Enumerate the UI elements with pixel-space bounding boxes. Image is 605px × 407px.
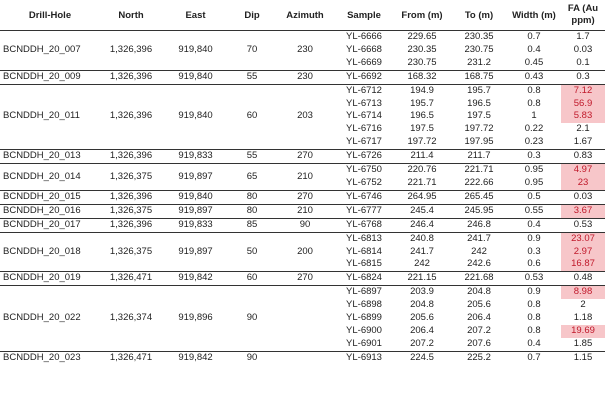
north-cell: 1,326,471: [100, 272, 162, 286]
fa-cell-highlighted: 5.83: [561, 110, 605, 123]
header-width: Width (m): [507, 0, 561, 31]
azimuth-cell: 210: [275, 164, 335, 191]
dip-cell: 55: [229, 150, 275, 164]
east-cell: 919,842: [162, 272, 229, 286]
from-cell: 229.65: [407, 31, 437, 42]
from-cell: 207.2: [410, 337, 434, 349]
drill-hole-cell: BCNDDH_20_019: [0, 272, 100, 286]
sample-cell: YL-6913: [335, 351, 393, 364]
header-fa: FA (Au ppm): [561, 0, 605, 31]
east-cell: 919,840: [162, 70, 229, 84]
from-cell: 224.5: [393, 351, 451, 364]
table-row: [0, 286, 605, 299]
sample-cell: YL-6814: [346, 245, 382, 257]
drill-hole-cell: BCNDDH_20_014: [0, 164, 100, 191]
fa-cell: 0.03: [561, 190, 605, 204]
width-cell: 0.43: [507, 70, 561, 84]
fa-cell: 2: [580, 299, 586, 311]
sample-cell: YL-6666: [346, 31, 382, 42]
azimuth-cell: 210: [275, 204, 335, 218]
from-cell: 197.72: [407, 136, 437, 148]
table-row: [0, 164, 605, 177]
sample-cell: YL-6712: [335, 84, 393, 97]
header-azimuth: Azimuth: [275, 0, 335, 31]
north-cell: 1,326,375: [100, 232, 162, 272]
north-cell: 1,326,471: [100, 351, 162, 364]
sample-cell: YL-6716: [346, 123, 382, 135]
width-cell: 0.4: [507, 218, 561, 232]
from-cell: 204.8: [410, 299, 434, 311]
width-cell: 0.8: [527, 312, 541, 324]
azimuth-cell: [275, 286, 335, 352]
north-cell: 1,326,396: [100, 84, 162, 150]
dip-cell: 80: [229, 190, 275, 204]
fa-cell-highlighted: 2.97: [561, 246, 605, 259]
sample-cell: YL-6813: [335, 232, 393, 245]
azimuth-cell: 270: [275, 272, 335, 286]
from-cell: 264.95: [393, 190, 451, 204]
from-cell: 245.4: [393, 204, 451, 218]
from-cell: 195.7: [410, 97, 434, 109]
sample-cell: YL-6726: [335, 150, 393, 164]
width-cell: 0.8: [527, 97, 541, 109]
from-cell: 205.6: [410, 312, 434, 324]
dip-cell: 60: [229, 84, 275, 150]
table-row: [0, 31, 605, 44]
from-cell: 206.4: [410, 324, 434, 336]
to-cell: 197.72: [464, 123, 494, 135]
to-cell: 207.6: [467, 337, 491, 349]
to-cell: 241.7: [451, 232, 507, 245]
sample-cell: YL-6815: [346, 258, 382, 270]
dip-cell: 90: [229, 286, 275, 352]
dip-cell: 60: [229, 272, 275, 286]
north-cell: 1,326,396: [100, 70, 162, 84]
drill-hole-cell: BCNDDH_20_007: [3, 43, 81, 55]
dip-cell: 85: [229, 218, 275, 232]
to-cell: 196.5: [467, 97, 491, 109]
dip-cell: 70: [246, 43, 258, 55]
width-cell: 0.8: [507, 84, 561, 97]
east-cell: 919,842: [162, 351, 229, 364]
width-cell: 0.45: [524, 56, 544, 68]
dip-cell: 80: [229, 204, 275, 218]
drill-hole-cell: BCNDDH_20_015: [0, 190, 100, 204]
north-cell: 1,326,375: [100, 164, 162, 191]
header-row: [0, 0, 605, 31]
fa-cell: 1.85: [573, 337, 593, 349]
header-drill-hole: Drill-Hole: [0, 0, 100, 31]
header-north: North: [100, 0, 162, 31]
sample-cell: YL-6750: [335, 164, 393, 177]
fa-cell: 1.15: [561, 351, 605, 364]
header-east: East: [162, 0, 229, 31]
east-cell: 919,897: [162, 164, 229, 191]
drill-hole-cell: BCNDDH_20_023: [0, 351, 100, 364]
to-cell: 205.6: [467, 299, 491, 311]
width-cell: 0.3: [527, 245, 541, 257]
north-cell: 1,326,374: [100, 286, 162, 352]
table-row: [0, 84, 605, 97]
fa-cell-highlighted: 3.67: [561, 204, 605, 218]
from-cell: 221.15: [393, 272, 451, 286]
east-cell: 919,833: [162, 218, 229, 232]
east-cell: 919,840: [178, 43, 213, 55]
sample-cell: YL-6901: [346, 337, 382, 349]
azimuth-cell: 203: [275, 84, 335, 150]
header-to: To (m): [451, 0, 507, 31]
to-cell: 230.35: [464, 31, 494, 42]
sample-cell: YL-6668: [346, 43, 382, 55]
width-cell: 0.55: [507, 204, 561, 218]
to-cell: 246.8: [451, 218, 507, 232]
table-row: [0, 70, 605, 84]
table-row: [0, 232, 605, 245]
from-cell: 246.4: [393, 218, 451, 232]
drill-hole-cell: BCNDDH_20_022: [0, 286, 100, 352]
fa-cell: 1.7: [576, 31, 590, 42]
width-cell: 0.23: [524, 136, 544, 148]
width-cell: 0.4: [527, 337, 541, 349]
table-body: [0, 31, 605, 365]
from-cell: 220.76: [393, 164, 451, 177]
north-cell: 1,326,396: [109, 43, 153, 55]
to-cell: 242.6: [467, 258, 491, 270]
width-cell: 0.4: [527, 43, 541, 55]
from-cell: 211.4: [393, 150, 451, 164]
east-cell: 919,840: [162, 190, 229, 204]
width-cell: 0.8: [527, 299, 541, 311]
sample-cell: YL-6897: [335, 286, 393, 299]
azimuth-cell: [275, 351, 335, 364]
table-row: [0, 272, 605, 286]
sample-cell: YL-6752: [346, 176, 382, 188]
from-cell: 197.5: [410, 123, 434, 135]
drill-hole-cell: BCNDDH_20_013: [0, 150, 100, 164]
to-cell: 195.7: [451, 84, 507, 97]
from-cell: 230.35: [407, 43, 437, 55]
width-cell: 0.9: [507, 286, 561, 299]
fa-cell-highlighted: 56.9: [561, 98, 605, 111]
fa-cell: 1.18: [573, 312, 593, 324]
to-cell: 204.8: [451, 286, 507, 299]
from-cell: 242: [414, 258, 430, 270]
width-cell: 0.95: [507, 164, 561, 177]
table-row: [0, 190, 605, 204]
fa-cell: 0.3: [561, 70, 605, 84]
to-cell: 221.71: [451, 164, 507, 177]
sample-cell: YL-6746: [335, 190, 393, 204]
table-row: [0, 351, 605, 364]
from-cell: 203.9: [393, 286, 451, 299]
sample-cell: YL-6824: [335, 272, 393, 286]
drill-hole-cell: BCNDDH_20_009: [0, 70, 100, 84]
azimuth-cell: 90: [275, 218, 335, 232]
drill-hole-cell: BCNDDH_20_018: [0, 232, 100, 272]
to-cell: 197.5: [467, 110, 491, 122]
fa-cell-highlighted: 8.98: [561, 286, 605, 299]
sample-cell: YL-6717: [346, 136, 382, 148]
to-cell: 211.7: [451, 150, 507, 164]
to-cell: 222.66: [464, 176, 494, 188]
sample-cell: YL-6899: [346, 312, 382, 324]
drill-hole-cell: BCNDDH_20_016: [0, 204, 100, 218]
drill-hole-cell: BCNDDH_20_011: [0, 84, 100, 150]
fa-cell-highlighted: 16.87: [561, 258, 605, 271]
azimuth-cell: 230: [275, 70, 335, 84]
from-cell: 168.32: [393, 70, 451, 84]
azimuth-cell: 230: [297, 43, 313, 55]
east-cell: 919,896: [162, 286, 229, 352]
table-row: [0, 150, 605, 164]
fa-cell: 0.03: [573, 43, 593, 55]
dip-cell: 55: [229, 70, 275, 84]
fa-cell-highlighted: 23.07: [561, 232, 605, 245]
width-cell: 0.3: [507, 150, 561, 164]
north-cell: 1,326,396: [100, 150, 162, 164]
width-cell: 1: [531, 110, 537, 122]
to-cell: 230.75: [464, 43, 494, 55]
table-row: [0, 204, 605, 218]
sample-cell: YL-6898: [346, 299, 382, 311]
north-cell: 1,326,396: [100, 190, 162, 204]
sample-cell: YL-6768: [335, 218, 393, 232]
azimuth-cell: 270: [275, 150, 335, 164]
fa-cell: 0.53: [561, 218, 605, 232]
from-cell: 196.5: [410, 110, 434, 122]
to-cell: 245.95: [451, 204, 507, 218]
fa-cell: 0.48: [561, 272, 605, 286]
width-cell: 0.7: [507, 351, 561, 364]
from-cell: 240.8: [393, 232, 451, 245]
fa-cell-highlighted: 23: [561, 177, 605, 190]
sample-cell: YL-6777: [335, 204, 393, 218]
from-cell: 230.75: [407, 56, 437, 68]
from-cell: 194.9: [393, 84, 451, 97]
width-cell: 0.95: [524, 176, 544, 188]
sample-cell: YL-6669: [346, 56, 382, 68]
to-cell: 221.68: [451, 272, 507, 286]
to-cell: 231.2: [467, 56, 491, 68]
width-cell: 0.9: [507, 232, 561, 245]
sample-cell: YL-6692: [335, 70, 393, 84]
fa-cell-highlighted: 7.12: [561, 84, 605, 97]
to-cell: 225.2: [451, 351, 507, 364]
width-cell: 0.7: [527, 31, 541, 42]
fa-cell: 2.1: [576, 123, 590, 135]
north-cell: 1,326,396: [100, 218, 162, 232]
east-cell: 919,897: [162, 204, 229, 218]
azimuth-cell: 270: [275, 190, 335, 204]
fa-cell-highlighted: 19.69: [561, 325, 605, 338]
table-row: [0, 218, 605, 232]
dip-cell: 90: [229, 351, 275, 364]
width-cell: 0.5: [507, 190, 561, 204]
fa-cell: 1.67: [573, 136, 593, 148]
from-cell: 221.71: [407, 176, 437, 188]
to-cell: 197.95: [464, 136, 494, 148]
width-cell: 0.22: [524, 123, 544, 135]
north-cell: 1,326,375: [100, 204, 162, 218]
dip-cell: 65: [229, 164, 275, 191]
fa-cell: 0.83: [561, 150, 605, 164]
from-cell: 241.7: [410, 245, 434, 257]
to-cell: 265.45: [451, 190, 507, 204]
east-cell: 919,897: [162, 232, 229, 272]
east-cell: 919,833: [162, 150, 229, 164]
width-cell: 0.8: [527, 324, 541, 336]
east-cell: 919,840: [162, 84, 229, 150]
drill-hole-cell: BCNDDH_20_017: [0, 218, 100, 232]
to-cell: 206.4: [467, 312, 491, 324]
width-cell: 0.6: [527, 258, 541, 270]
header-dip: Dip: [229, 0, 275, 31]
width-cell: 0.53: [507, 272, 561, 286]
header-sample: Sample: [335, 0, 393, 31]
to-cell: 168.75: [451, 70, 507, 84]
sample-cell: YL-6714: [346, 110, 382, 122]
fa-cell: 0.1: [576, 56, 590, 68]
fa-cell-highlighted: 4.97: [561, 164, 605, 177]
to-cell: 207.2: [467, 324, 491, 336]
header-from: From (m): [393, 0, 451, 31]
sample-cell: YL-6713: [346, 97, 382, 109]
azimuth-cell: 200: [275, 232, 335, 272]
sample-cell: YL-6900: [346, 324, 382, 336]
to-cell: 242: [471, 245, 487, 257]
dip-cell: 50: [229, 232, 275, 272]
